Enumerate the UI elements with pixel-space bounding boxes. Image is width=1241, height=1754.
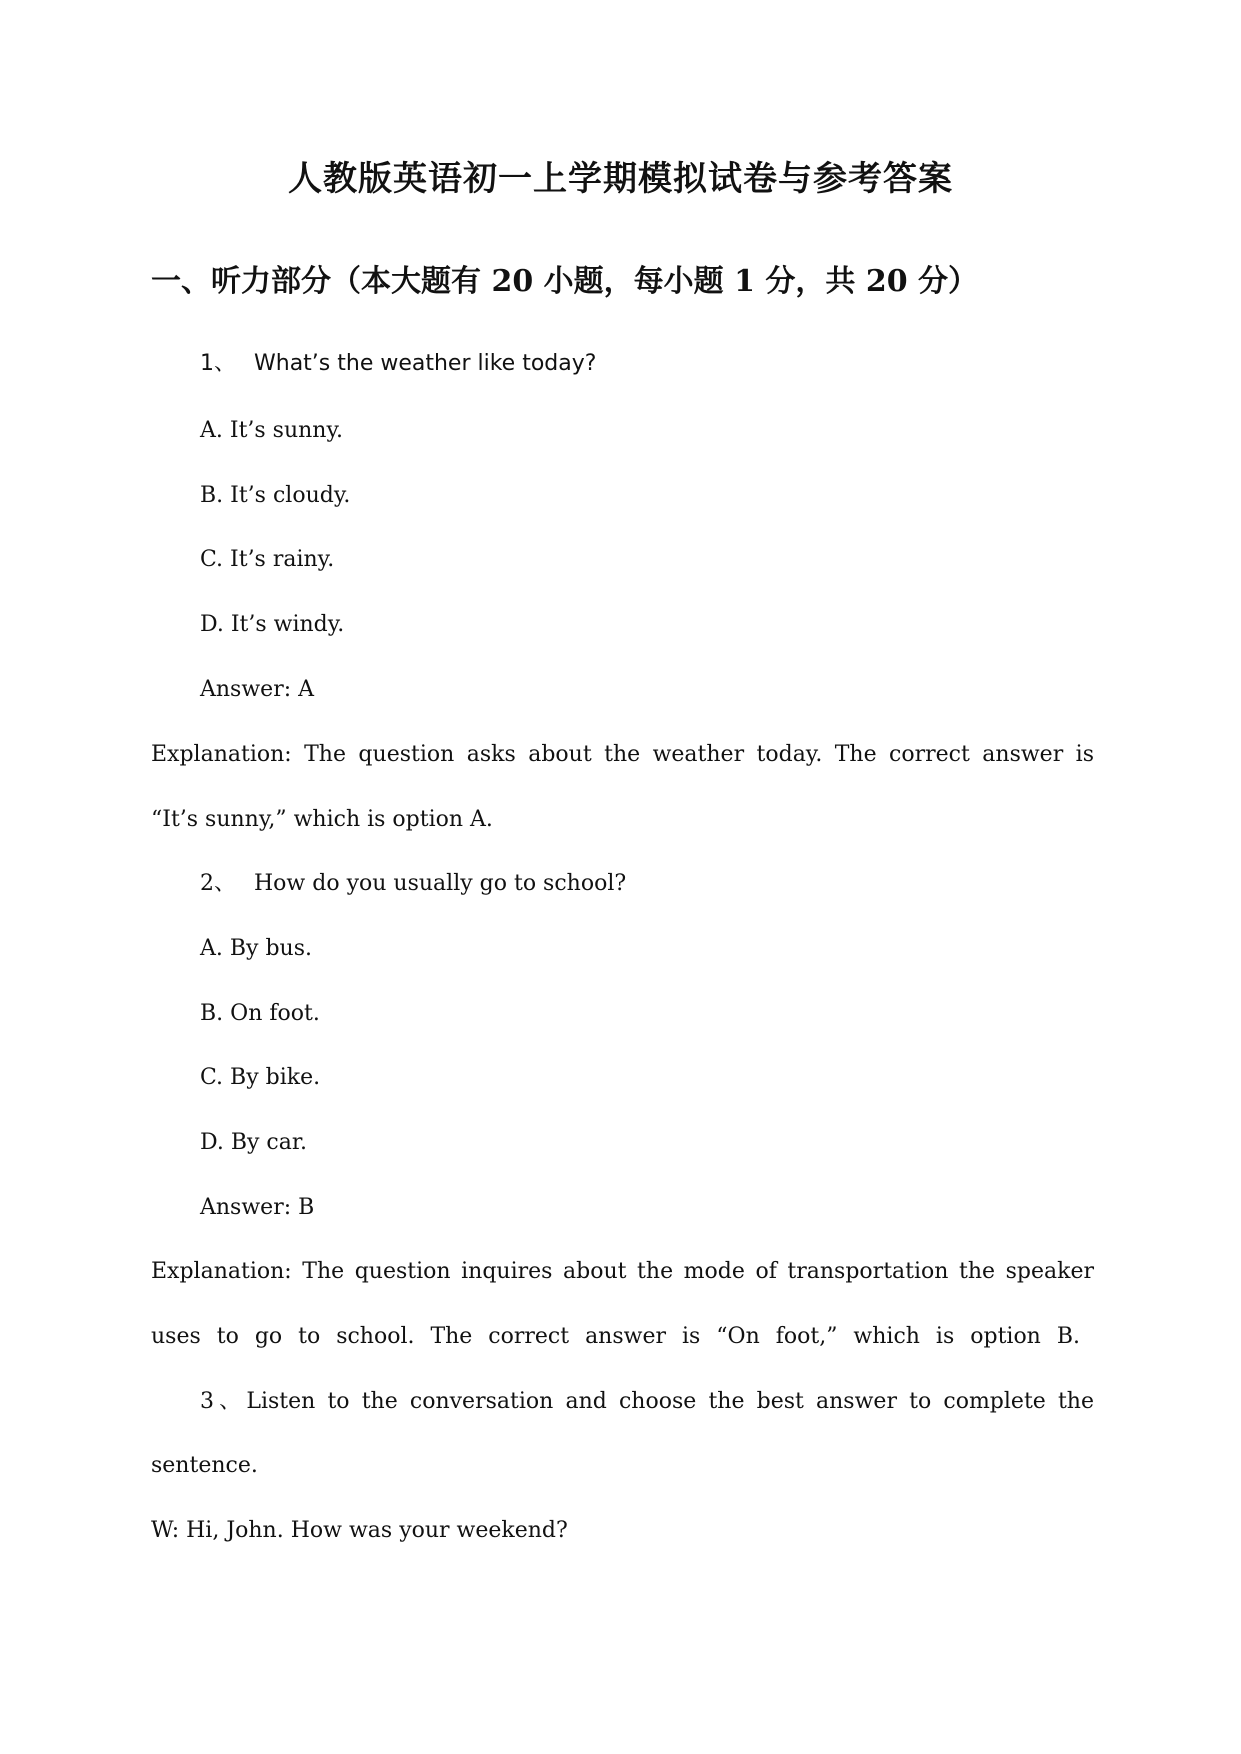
question-1-explanation-line-2: “It’s sunny,” which is option A. — [151, 807, 493, 832]
section-heading-listening: 一、听力部分（本大题有 20 小题，每小题 1 分，共 20 分） — [151, 264, 979, 299]
question-2-explanation-line-1: Explanation: The question inquires about the mode of transportation the speaker — [151, 1259, 1094, 1284]
question-2-option-a: A. By bus. — [200, 936, 312, 961]
question-3-dialogue-line-1: W: Hi, John. How was your weekend? — [151, 1518, 568, 1543]
question-1-number: 1、 — [200, 351, 236, 376]
question-2 — [200, 869, 626, 899]
document-title: 人教版英语初一上学期模拟试卷与参考答案 — [288, 159, 953, 199]
question-1-option-b: B. It’s cloudy. — [200, 483, 351, 508]
question-1-option-c: C. It’s rainy. — [200, 547, 335, 572]
question-3-text-line-2: sentence. — [151, 1453, 258, 1478]
question-1-explanation-line-1: Explanation: The question asks about the weather today. The correct answer is — [151, 742, 1094, 767]
question-2-number: 2、 — [200, 871, 236, 896]
question-2-explanation-line-2: uses to go to school. The correct answer is “On foot,” which is option B. — [151, 1324, 1080, 1349]
question-1-text: What’s the weather like today? — [254, 351, 597, 376]
question-3-text-line-1: 3、Listen to the conversation and choose the best answer to complete the — [200, 1389, 1094, 1414]
question-2-answer: Answer: B — [200, 1195, 315, 1220]
question-2-option-b: B. On foot. — [200, 1001, 320, 1026]
question-2-option-c: C. By bike. — [200, 1065, 321, 1090]
question-1-answer: Answer: A — [200, 677, 315, 702]
question-1-option-d: D. It’s windy. — [200, 612, 345, 637]
question-1 — [200, 349, 596, 379]
question-2-text: How do you usually go to school? — [254, 871, 627, 896]
question-1-option-a: A. It’s sunny. — [200, 418, 343, 443]
question-2-option-d: D. By car. — [200, 1130, 307, 1155]
